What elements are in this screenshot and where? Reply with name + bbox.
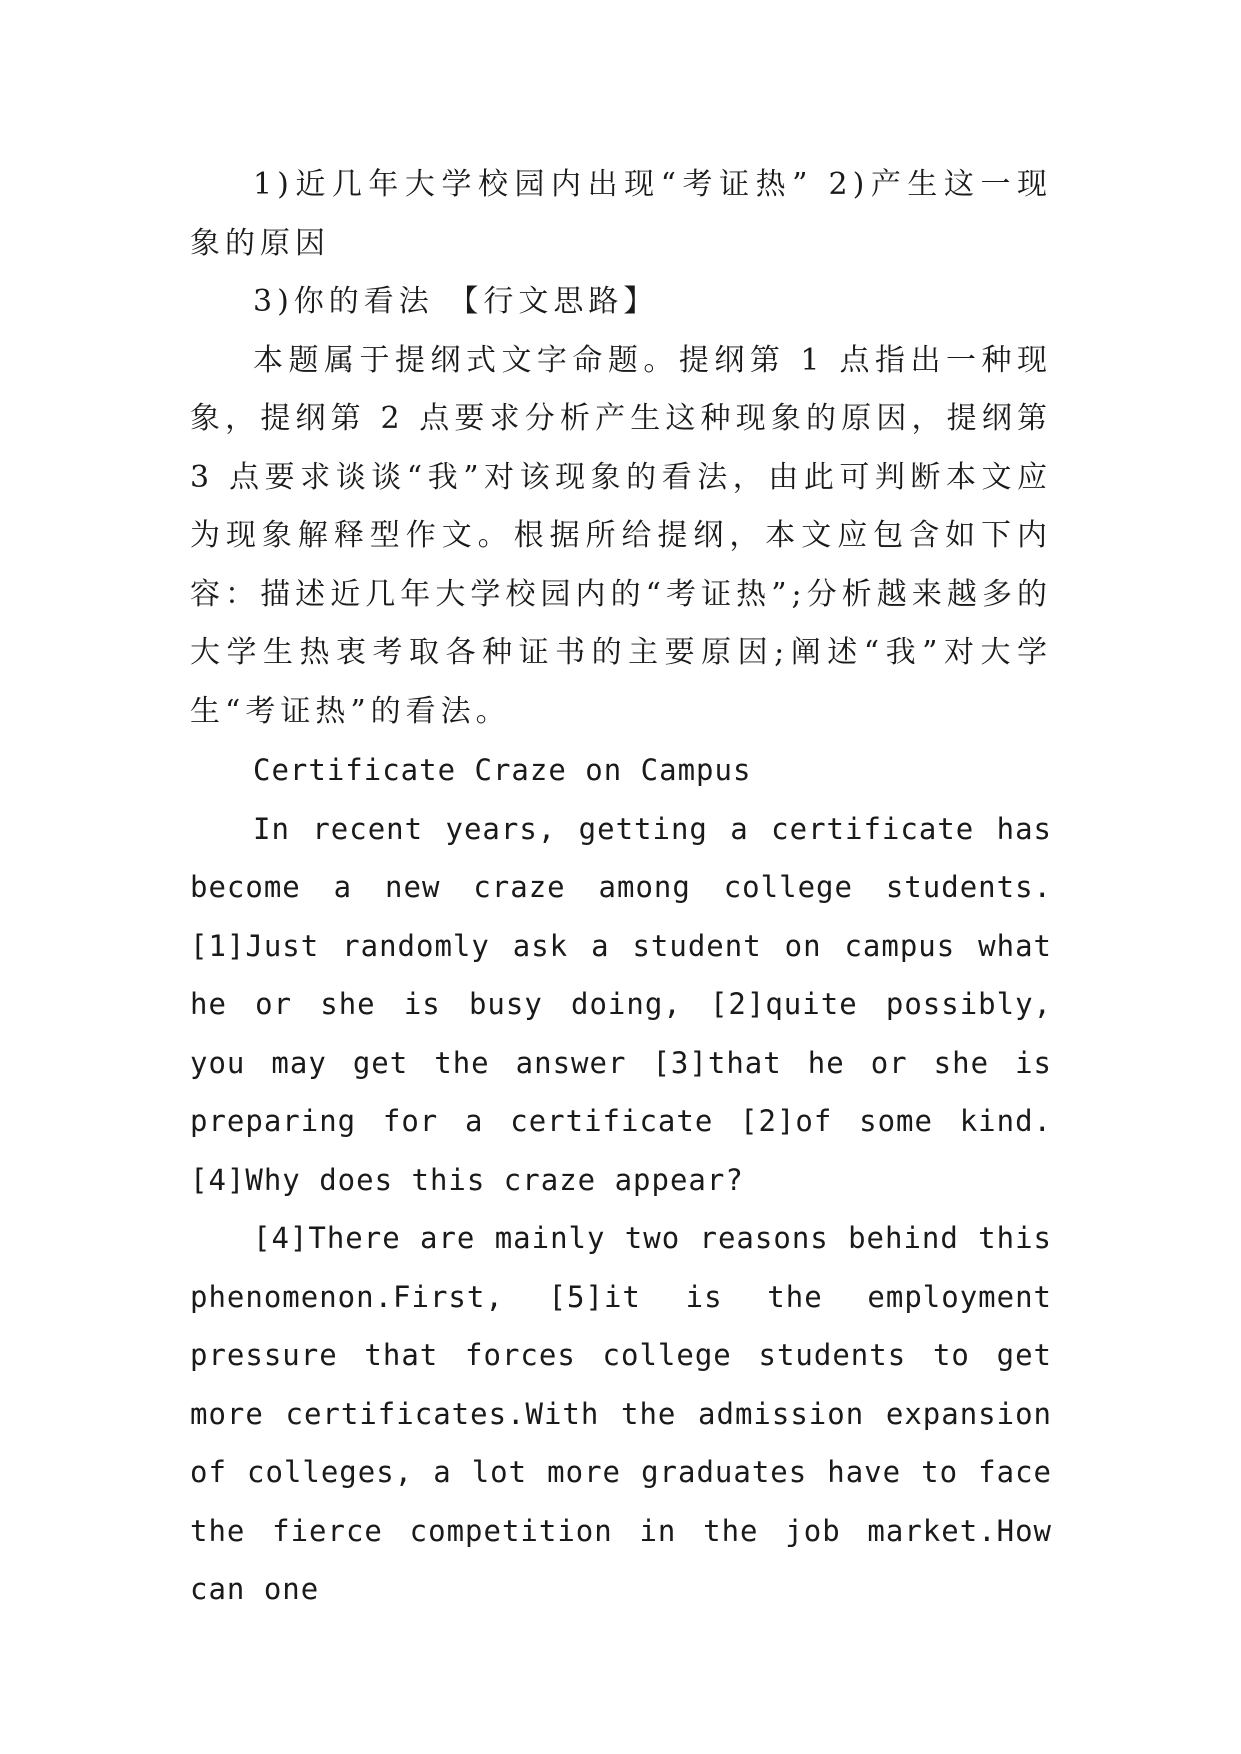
essay-paragraph-1: In recent years, getting a certificate has become a new craze among college students.[1]Just randomly ask a student on campus what he or she is busy doing, [2]quite possibly, you may get the answer [3]that he or she is preparing for a certificate [2]of some kind.[4]Why does this craze appear?	[190, 811, 1052, 1197]
analysis-paragraph: 本题属于提纲式文字命题。提纲第 1 点指出一种现象，提纲第 2 点要求分析产生这种现象的原因，提纲第 3 点要求谈谈“我”对该现象的看法，由此可判断本文应为现象解释型作文。根据所给提纲，本文应包含如下内容：描述近几年大学校园内的“考证热”;分析越来越多的大学生热衷考取各种证书的主要原因;阐述“我”对大学生“考证热”的看法。	[190, 342, 1052, 729]
essay-paragraph-2: [4]There are mainly two reasons behind this phenomenon.First, [5]it is the employment pressure that forces college students to get more certificates.With the admission expansion of colleges, a lot more graduates have to face the fierce competition in the job market.How can one	[190, 1221, 1052, 1606]
document-body	[190, 156, 1052, 1619]
outline-point-1-2: 1)近几年大学校园内出现“考证热” 2)产生这一现象的原因	[190, 167, 1052, 261]
essay-title: Certificate Craze on Campus	[253, 753, 752, 787]
outline-point-3-and-heading: 3)你的看法 【行文思路】	[253, 284, 659, 319]
